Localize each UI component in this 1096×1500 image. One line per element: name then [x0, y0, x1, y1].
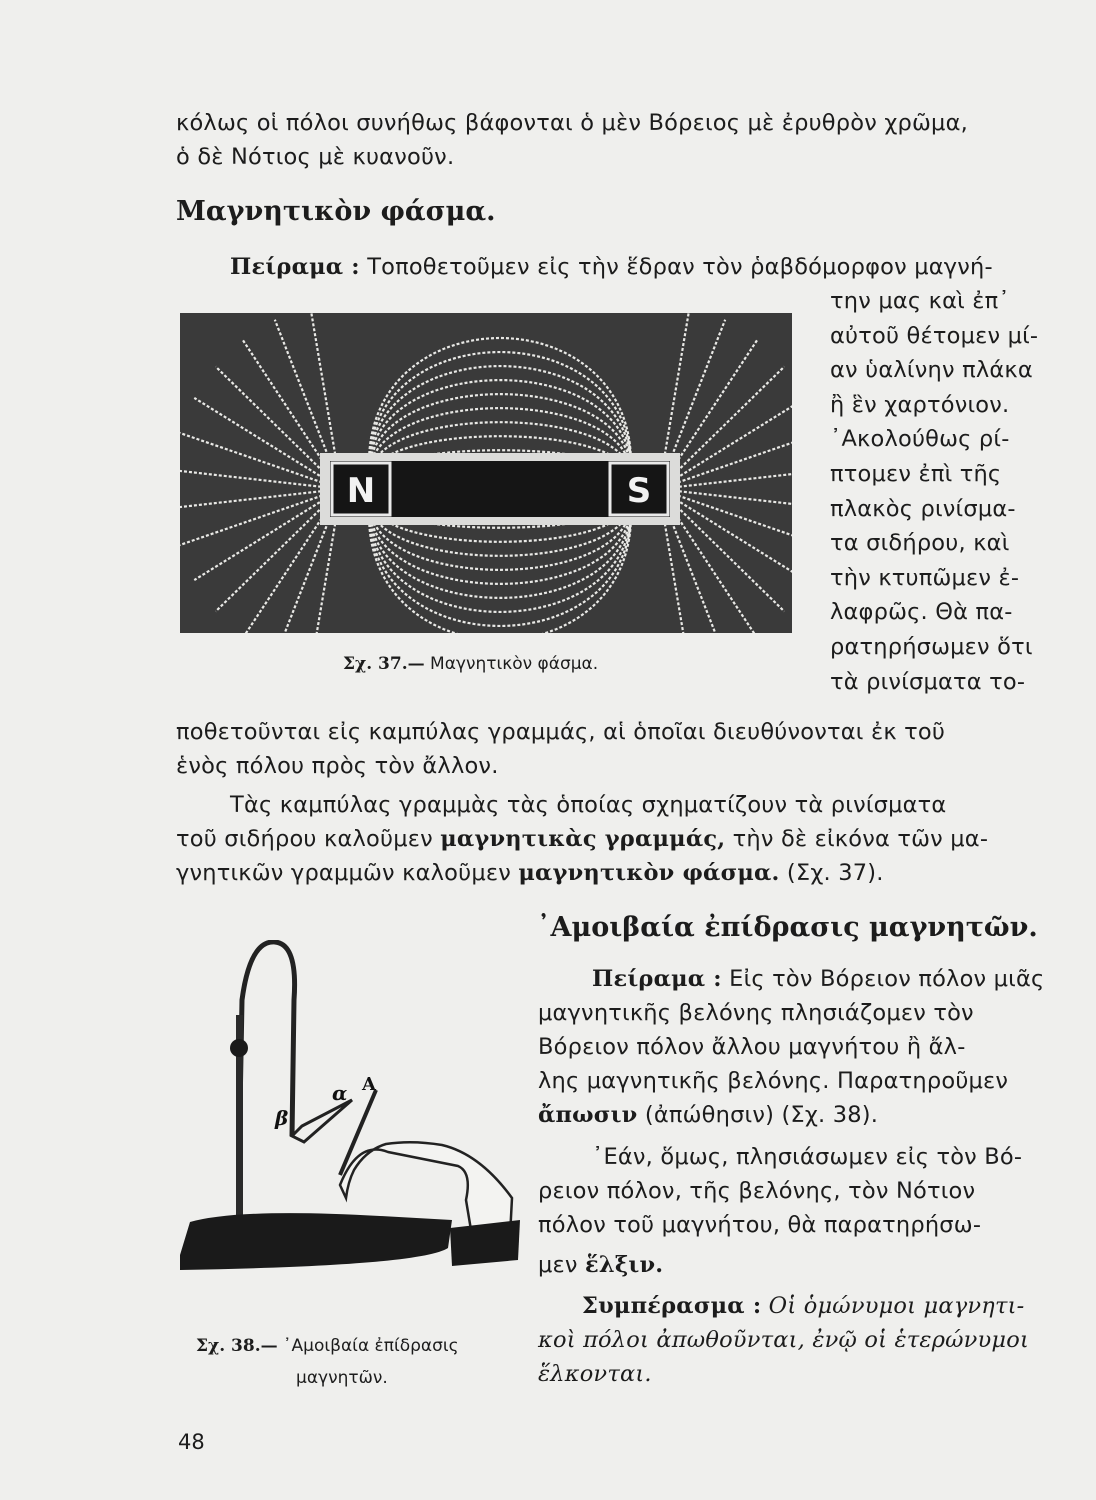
side-text-line: την μας καὶ ἐπ᾿ [830, 288, 1010, 314]
experiment-text: Τοποθετοῦμεν εἰς τὴν ἕδραν τὸν ῥαβδόμορφον μαγνή- [367, 254, 993, 280]
side-text-line: πλακὸς ρινίσμα- [830, 495, 1016, 522]
section-heading-interaction: ᾿Αμοιβαία ἐπίδρασις μαγνητῶν. [537, 912, 1038, 943]
conclusion-label: Συμπέρασμα : [582, 1293, 762, 1319]
side-text-line: πτομεν ἐπὶ τῆς [830, 461, 1002, 487]
text-line: κόλως οἱ πόλοι συνήθως βάφονται ὁ μὲν Βόρειος μὲ ἐρυθρὸν χρῶμα, [176, 110, 968, 136]
term-repulsion: ἄπωσιν [538, 1102, 638, 1128]
text-line: ποθετοῦνται εἰς καμπύλας γραμμάς, αἱ ὁποῖαι διευθύνονται ἐκ τοῦ [176, 719, 946, 745]
side-text-line: ρατηρήσωμεν ὅτι [830, 634, 1033, 660]
label-A: A [362, 1074, 376, 1095]
label-b: β [275, 1106, 289, 1130]
text-line: πόλον τοῦ μαγνήτου, θὰ παρατηρήσω- [538, 1212, 982, 1238]
term-attraction: ἕλξιν. [585, 1252, 664, 1278]
section-heading-spectrum: Μαγνητικὸν φάσμα. [176, 196, 496, 227]
text-segment: γνητικῶν γραμμῶν καλοῦμεν [176, 860, 519, 886]
side-text-line: τὰ ρινίσματα το- [830, 668, 1026, 695]
text-line [538, 1102, 878, 1128]
conclusion-line [582, 1293, 1024, 1319]
side-text-line: τὴν κτυπῶμεν ἐ- [830, 564, 1020, 591]
caption-text: Μαγνητικὸν φάσμα. [430, 654, 599, 674]
text-line: ᾿Εάν, ὅμως, πλησιάσωμεν εἰς τὸν Βό- [592, 1144, 1023, 1170]
text-segment: τοῦ σιδήρου καλοῦμεν [176, 826, 441, 852]
text-line: λης μαγνητικῆς βελόνης. Παρατηροῦμεν [538, 1068, 1009, 1094]
caption-number: Σχ. 38.— [196, 1336, 278, 1356]
experiment-line [592, 966, 1044, 992]
sleeve-cuff [450, 1220, 520, 1266]
south-pole-label: S [626, 471, 652, 511]
figure-caption-continued: μαγνητῶν. [296, 1368, 388, 1388]
north-pole-label: N [346, 471, 376, 511]
side-text-line: αν ὑαλίνην πλάκα [830, 357, 1033, 384]
caption-number: Σχ. 37.— [343, 654, 425, 674]
text-line: ἑνὸς πόλου πρὸς τὸν ἄλλον. [176, 753, 499, 779]
label-a: α [332, 1081, 348, 1105]
text-line: Τὰς καμπύλας γραμμὰς τὰς ὁποίας σχηματίζουν τὰ ρινίσματα [230, 792, 947, 818]
term-magnetic-spectrum: μαγνητικὸν φάσμα. [518, 860, 780, 886]
conclusion-text: Οἱ ὁμώνυμοι μαγνητι- [761, 1293, 1025, 1319]
text-line: μαγνητικῆς βελόνης πλησιάζομεν τὸν [538, 1000, 974, 1026]
conclusion-line: κοὶ πόλοι ἀπωθοῦνται, ἐνῷ οἱ ἑτερώνυμοι [538, 1327, 1030, 1353]
term-magnetic-lines: μαγνητικὰς γραμμάς, [440, 826, 726, 852]
needle-stand-figure [180, 940, 520, 1320]
side-text-line: ᾿Ακολούθως ρί- [830, 426, 1010, 453]
side-text-line: αὐτοῦ θέτομεν μί- [830, 322, 1039, 349]
text-line: ρειον πόλον, τῆς βελόνης, τὸν Νότιον [538, 1178, 976, 1204]
text-segment: (ἀπώθησιν) (Σχ. 38). [637, 1102, 879, 1128]
magnetic-needle [292, 1100, 352, 1142]
stand-base [180, 1213, 452, 1270]
text-line [176, 826, 988, 852]
text-segment: μεν [538, 1252, 585, 1278]
caption-text: ᾿Αμοιβαία ἐπίδρασις [283, 1336, 459, 1356]
text-segment: τὴν δὲ εἰκόνα τῶν μα- [725, 826, 989, 852]
experiment-label: Πείραμα : [230, 254, 360, 280]
experiment-label: Πείραμα : [592, 966, 722, 992]
text-line: Βόρειον πόλον ἄλλου μαγνήτου ἢ ἄλ- [538, 1034, 966, 1060]
page-number: 48 [178, 1430, 205, 1454]
text-line: ὁ δὲ Νότιος μὲ κυανοῦν. [176, 144, 455, 170]
experiment-text: Εἰς τὸν Βόρειον πόλον μιᾶς [721, 966, 1045, 992]
magnetic-spectrum-figure [180, 313, 792, 633]
figure-caption [343, 654, 598, 674]
conclusion-line: ἕλκονται. [538, 1361, 652, 1387]
text-line [538, 1252, 663, 1278]
text-line [176, 860, 884, 886]
side-text-line: λαφρῶς. Θὰ πα- [830, 599, 1013, 626]
figure-caption [196, 1336, 459, 1356]
stand-clamp [230, 1039, 248, 1057]
text-segment: (Σχ. 37). [779, 860, 884, 886]
experiment-line [230, 254, 993, 280]
side-text-line: τα σιδήρου, καὶ [830, 530, 1010, 557]
side-text-line: ἢ ἓν χαρτόνιον. [830, 391, 1010, 418]
